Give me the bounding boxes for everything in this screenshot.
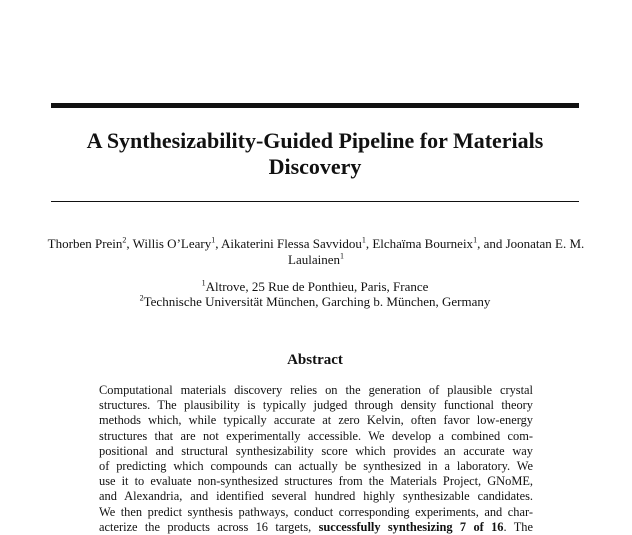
abstract-body [99, 383, 533, 535]
author-separator: , [365, 236, 373, 251]
abstract-line: and Alexandria, and identified several hundred highly synthesizable candidates. [99, 489, 533, 504]
abstract-text: . The [503, 519, 533, 534]
abstract-line: methods which, while typically accurate at zero Kelvin, often favor low-energy [99, 413, 533, 428]
abstract-line-last [99, 520, 533, 535]
abstract-text: acterize the products across 16 targets, [99, 519, 319, 534]
author-separator: , [215, 236, 222, 251]
affiliation-number: 1 [201, 278, 206, 288]
abstract-highlight: successfully synthesizing 7 of 16 [318, 519, 504, 534]
author-separator: , [126, 236, 133, 251]
author-name: Aikaterini Flessa Savvidou [221, 236, 362, 251]
author-affiliation-mark: 1 [339, 251, 344, 261]
abstract-line: positional and structural synthesizability score which provides an accurate way [99, 443, 533, 458]
abstract-heading: Abstract [287, 352, 343, 368]
paper-title: A Synthesizability-Guided Pipeline for Materials Discovery [86, 128, 544, 179]
author-list [46, 236, 586, 268]
abstract-line: structures. The plausibility is typically judged through density functional theory [99, 398, 533, 413]
author-name: Joonatan E. M. Laulainen [288, 236, 585, 267]
author-affiliation-mark: 1 [361, 235, 366, 245]
affiliation-text: Altrove, 25 Rue de Ponthieu, Paris, France [205, 279, 429, 294]
author-separator: , and [477, 236, 506, 251]
author-name: Willis O’Leary [132, 236, 212, 251]
author-affiliation-mark: 2 [122, 235, 127, 245]
abstract-line: Computational materials discovery relies on the generation of plausible crystal [99, 383, 533, 397]
abstract-line: use it to evaluate non-synthesized structures from the Materials Project, GNoME, [99, 474, 533, 489]
abstract-line: structures that are not experimentally accessible. We develop a combined com- [99, 428, 533, 443]
abstract-line: We then predict synthesis pathways, conduct corresponding experiments, and char- [99, 504, 533, 519]
affiliation [51, 294, 579, 309]
affiliation [51, 279, 579, 294]
author-name: Elchaïma Bourneix [372, 236, 474, 251]
author-affiliation-mark: 1 [473, 235, 478, 245]
abstract-line: of predicting which compounds can actually be synthesized in a laboratory. We [99, 459, 533, 474]
title-top-rule [51, 103, 579, 108]
title-bottom-rule [51, 201, 579, 202]
affiliation-number: 2 [139, 293, 144, 303]
author-name: Thorben Prein [47, 236, 123, 251]
affiliation-text: Technische Universität München, Garching b. München, Germany [143, 294, 491, 309]
author-affiliation-mark: 1 [211, 235, 216, 245]
